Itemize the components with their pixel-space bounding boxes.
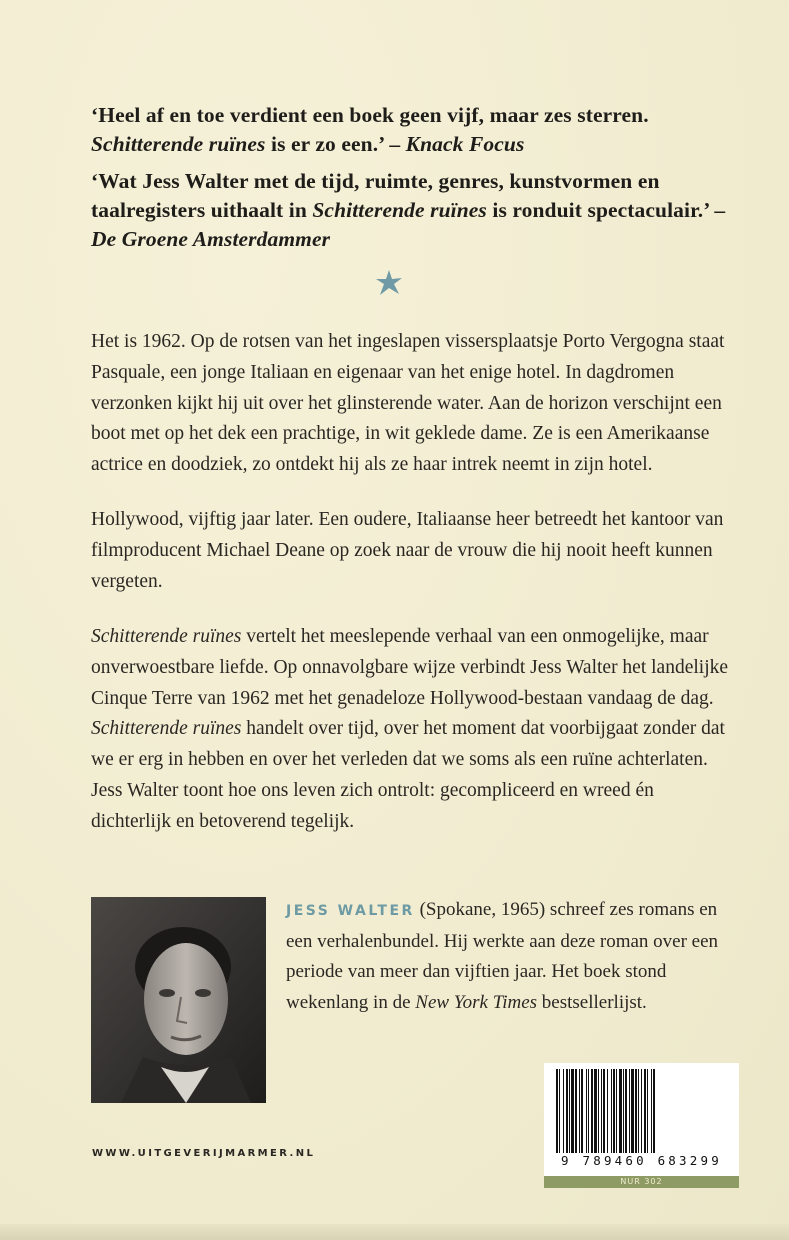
author-bio: JESS WALTER (Spokane, 1965) schreef zes romans en een verhalenbundel. Hij werkte aan deze roman over een periode van meer dan vijftien jaar. Het boek stond wekenlang in de New York Times bestsellerlijst. (286, 899, 719, 1013)
isbn-number: 9 789460 683299 (561, 1153, 722, 1168)
review-quote-knack: ‘Heel af en toe verdient een boek geen vijf, maar zes sterren. Schitterende ruïnes is er zo een.’ – Knack Focus (91, 103, 649, 156)
star-icon (374, 268, 404, 298)
synopsis-paragraph-3: Schitterende ruïnes vertelt het meeslepende verhaal van een onmogelijke, maar onverwoestbare liefde. Op onnavolgbare wijze verbindt Jess Walter het landelijke Cinque Terre van 1962 met het genadeloze Hollywood-bestaan vandaag de dag. Schitterende ruïnes handelt over tijd, over het moment dat voorbijgaat zonder dat we er erg in hebben en over het verleden dat we soms als een ruïne achterlaten. Jess Walter toont hoe ons leven zich ontrolt: gecompliceerd en wreed én dichterlijk en betoverend tegelijk. (91, 626, 729, 832)
page-edge (0, 1224, 789, 1240)
nur-code: NUR 302 (544, 1176, 739, 1188)
author-photo (91, 897, 266, 1103)
barcode (544, 1063, 739, 1176)
synopsis-paragraph-1: Het is 1962. Op de rotsen van het ingeslapen vissersplaatsje Porto Vergogna staat Pasquale, een jonge Italiaan en eigenaar van het enige hotel. In dagdromen verzonken kijkt hij uit over het glinsterende water. Aan de horizon verschijnt een boot met op het dek een prachtige, in wit geklede dame. Ze is een Amerikaanse actrice en doodziek, zo ontdekt hij als ze haar intrek neemt in zijn hotel. (91, 331, 725, 476)
publisher-website: WWW.UITGEVERIJMARMER.NL (92, 1148, 316, 1159)
review-quote-groene: ‘Wat Jess Walter met de tijd, ruimte, genres, kunstvormen en taalregisters uithaalt in Schitterende ruïnes is ronduit spectaculair.’ – De Groene Amsterdammer (91, 169, 726, 251)
barcode-bars (556, 1069, 732, 1153)
author-name: JESS WALTER (286, 903, 415, 919)
synopsis-paragraph-2: Hollywood, vijftig jaar later. Een oudere, Italiaanse heer betreedt het kantoor van filmproducent Michael Deane op zoek naar de vrouw die hij nooit heeft kunnen vergeten. (91, 509, 724, 592)
